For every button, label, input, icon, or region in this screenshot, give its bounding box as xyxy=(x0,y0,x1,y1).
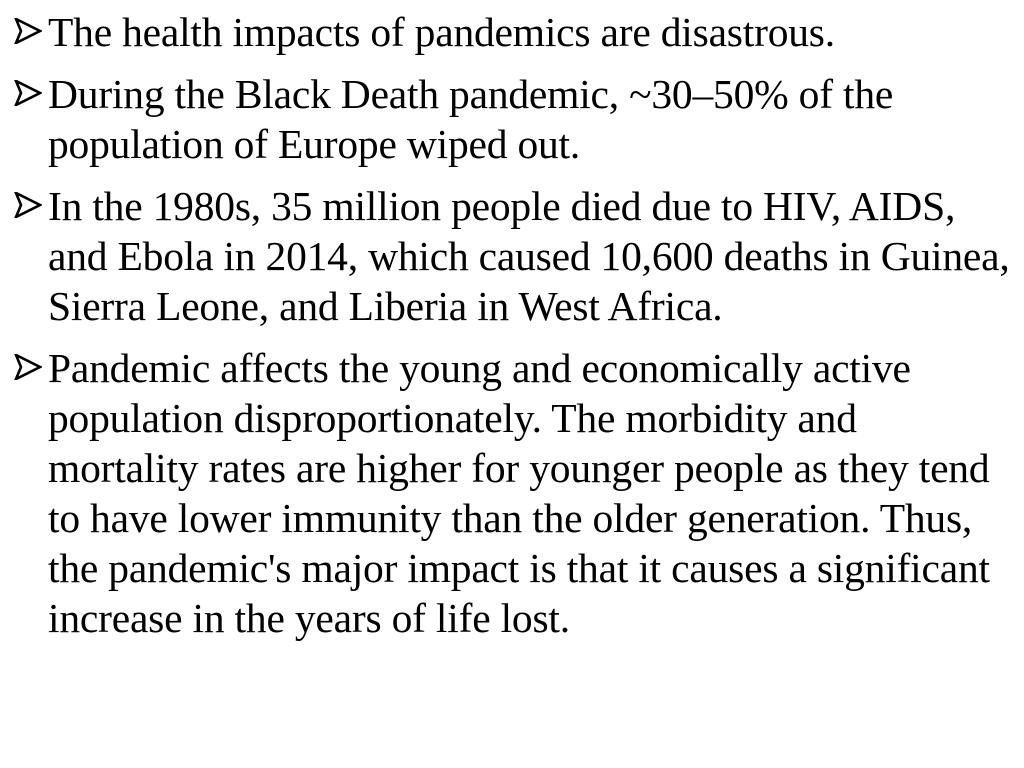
bullet-text: Pandemic affects the young and economically active population disproportionately. The morbidity and mortality rates are higher for younger people as they tend to have lower immunity than the older generation. Thus, the pandemic's major impact is that it causes a significant increase in the years of life lost. xyxy=(48,345,990,641)
bullet-text: During the Black Death pandemic, ~30–50% of the population of Europe wiped out. xyxy=(48,71,894,167)
bullet-text: In the 1980s, 35 million people died due to HIV, AIDS, and Ebola in 2014, which caused 10,600 deaths in Guinea, Sierra Leone, and Liberia in West Africa. xyxy=(48,183,1010,329)
arrowhead-bullet-icon xyxy=(14,7,48,55)
bullet-item xyxy=(14,343,1010,643)
arrowhead-bullet-icon xyxy=(14,343,48,391)
arrowhead-bullet-icon xyxy=(14,181,48,229)
bullet-item xyxy=(14,181,1010,331)
bullet-list xyxy=(14,7,1010,643)
bullet-text: The health impacts of pandemics are disastrous. xyxy=(48,9,835,55)
arrowhead-bullet-icon xyxy=(14,69,48,117)
bullet-item xyxy=(14,7,1010,57)
bullet-item xyxy=(14,69,1010,169)
